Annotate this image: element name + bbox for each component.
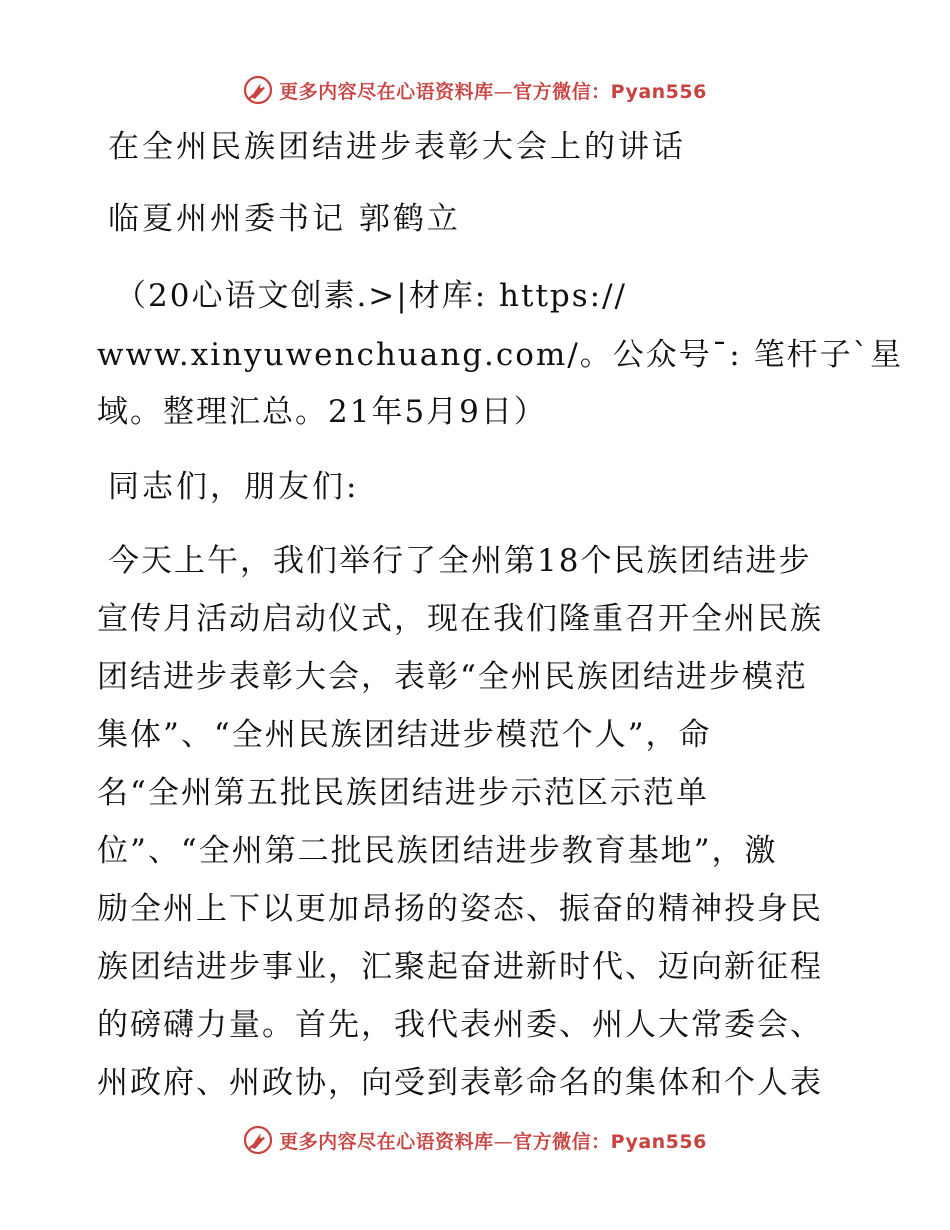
body-line: 励全州上下以更加昂扬的姿态、振奋的精神投身民 bbox=[97, 891, 823, 927]
document-author: 临夏州州委书记 郭鹤立 bbox=[108, 201, 461, 237]
body-line: 名“全州第五批民族团结进步示范区示范单 bbox=[97, 775, 709, 811]
watermark-tail-text: 官方微信：Pyan556 bbox=[513, 1130, 707, 1153]
body-line: 位”、“全州第二批民族团结进步教育基地”，激 bbox=[97, 833, 778, 869]
body-line: 今天上午，我们举行了全州第18个民族团结进步 bbox=[108, 543, 812, 579]
watermark-text bbox=[279, 1127, 707, 1154]
watermark-dash: — bbox=[493, 80, 514, 103]
watermark-text bbox=[279, 77, 707, 104]
body-line: 团结进步表彰大会，表彰“全州民族团结进步模范 bbox=[97, 659, 808, 695]
body-line: 宣传月活动启动仪式，现在我们隆重召开全州民族 bbox=[97, 601, 823, 637]
watermark-tail-text: 官方微信：Pyan556 bbox=[513, 80, 707, 103]
watermark-banner-top bbox=[0, 70, 950, 110]
body-line: 的磅礴力量。首先，我代表州委、州人大常委会、 bbox=[97, 1007, 823, 1043]
pen-nib-logo-icon bbox=[243, 1125, 273, 1155]
document-title: 在全州民族团结进步表彰大会上的讲话 bbox=[108, 129, 686, 165]
watermark-dash: — bbox=[493, 1130, 514, 1153]
source-note-line: 域。整理汇总。21年5月9日） bbox=[97, 394, 547, 430]
pen-nib-logo-icon bbox=[243, 75, 273, 105]
source-note-line: www.xinyuwenchuang.com/。公众号¯: 笔杆子`星 bbox=[97, 337, 904, 373]
body-line: 集体”、“全州民族团结进步模范个人”，命 bbox=[97, 717, 712, 753]
salutation: 同志们，朋友们: bbox=[108, 469, 360, 505]
source-note-line: （20心语文创素.>|材库: https:// bbox=[115, 278, 627, 314]
watermark-main-text: 更多内容尽在心语资料库 bbox=[279, 80, 494, 103]
body-line: 族团结进步事业，汇聚起奋进新时代、迈向新征程 bbox=[97, 949, 823, 985]
watermark-main-text: 更多内容尽在心语资料库 bbox=[279, 1130, 494, 1153]
watermark-banner-bottom bbox=[0, 1120, 950, 1160]
body-line: 州政府、州政协，向受到表彰命名的集体和个人表 bbox=[97, 1065, 823, 1101]
